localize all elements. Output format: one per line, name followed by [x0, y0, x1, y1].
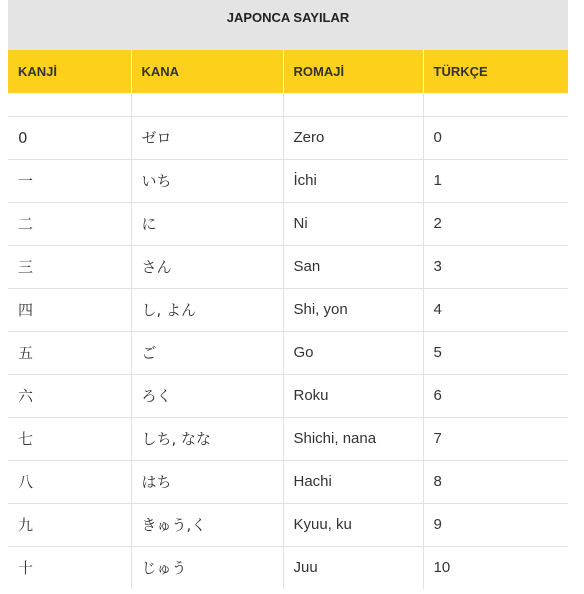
kana-cell: ろく	[131, 374, 283, 417]
table-title-bar	[8, 0, 568, 50]
table-header	[8, 50, 568, 93]
romaji-cell: Roku	[283, 374, 423, 417]
kanji-cell: 六	[8, 374, 131, 417]
kana-cell: し, よん	[131, 288, 283, 331]
header-turkish: TÜRKÇE	[423, 50, 568, 93]
table-row	[8, 417, 568, 460]
japanese-numbers-table	[8, 50, 568, 589]
romaji-cell: San	[283, 245, 423, 288]
table-body	[8, 93, 568, 589]
table-title: JAPONCA SAYILAR	[226, 10, 350, 25]
empty-cell	[283, 93, 423, 116]
table-row	[8, 374, 568, 417]
kanji-cell: 十	[18, 559, 34, 578]
turkish-cell: 2	[423, 202, 568, 245]
romaji-cell: Zero	[283, 116, 423, 159]
turkish-cell: 3	[423, 245, 568, 288]
kanji-cell: 二	[8, 202, 131, 245]
kanji-cell: 三	[8, 245, 131, 288]
turkish-cell: 7	[423, 417, 568, 460]
table-row	[8, 116, 568, 159]
kana-cell: じゅう	[131, 546, 283, 589]
kana-cell: きゅう,く	[131, 503, 283, 546]
romaji-cell: Hachi	[283, 460, 423, 503]
romaji-cell: Kyuu, ku	[283, 503, 423, 546]
turkish-cell: 10	[423, 546, 568, 589]
kana-cell: ご	[131, 331, 283, 374]
romaji-cell: İchi	[283, 159, 423, 202]
kanji-cell: 一	[8, 159, 131, 202]
turkish-cell: 8	[423, 460, 568, 503]
kana-cell: いち	[131, 159, 283, 202]
kana-cell: ゼロ	[131, 116, 283, 159]
turkish-cell: 0	[423, 116, 568, 159]
turkish-cell: 5	[423, 331, 568, 374]
table-row	[8, 460, 568, 503]
kana-cell: はち	[131, 460, 283, 503]
empty-cell	[423, 93, 568, 116]
turkish-cell: 9	[423, 503, 568, 546]
numbers-table-container	[8, 0, 568, 589]
romaji-cell: Shichi, nana	[283, 417, 423, 460]
turkish-cell: 6	[423, 374, 568, 417]
header-kana: KANA	[131, 50, 283, 93]
kanji-cell: 五	[8, 331, 131, 374]
kana-cell: しち, なな	[131, 417, 283, 460]
romaji-cell: Ni	[283, 202, 423, 245]
empty-cell	[131, 93, 283, 116]
table-row	[8, 546, 568, 589]
table-row	[8, 331, 568, 374]
kanji-cell: 七	[8, 417, 131, 460]
romaji-cell: Juu	[283, 546, 423, 589]
table-row	[8, 202, 568, 245]
empty-row	[8, 93, 568, 116]
header-romaji: ROMAJİ	[283, 50, 423, 93]
kanji-cell: 八	[8, 460, 131, 503]
empty-cell	[8, 93, 131, 116]
kana-cell: に	[131, 202, 283, 245]
romaji-cell: Go	[283, 331, 423, 374]
turkish-cell: 4	[423, 288, 568, 331]
table-row	[8, 503, 568, 546]
table-row	[8, 159, 568, 202]
romaji-cell: Shi, yon	[283, 288, 423, 331]
table-row	[8, 245, 568, 288]
header-kanji: KANJİ	[8, 50, 131, 93]
kanji-cell: 0	[8, 116, 131, 159]
turkish-cell: 1	[423, 159, 568, 202]
kana-cell: さん	[131, 245, 283, 288]
kanji-cell: 四	[8, 288, 131, 331]
table-row	[8, 288, 568, 331]
kanji-cell: 九	[8, 503, 131, 546]
header-row	[8, 50, 568, 93]
